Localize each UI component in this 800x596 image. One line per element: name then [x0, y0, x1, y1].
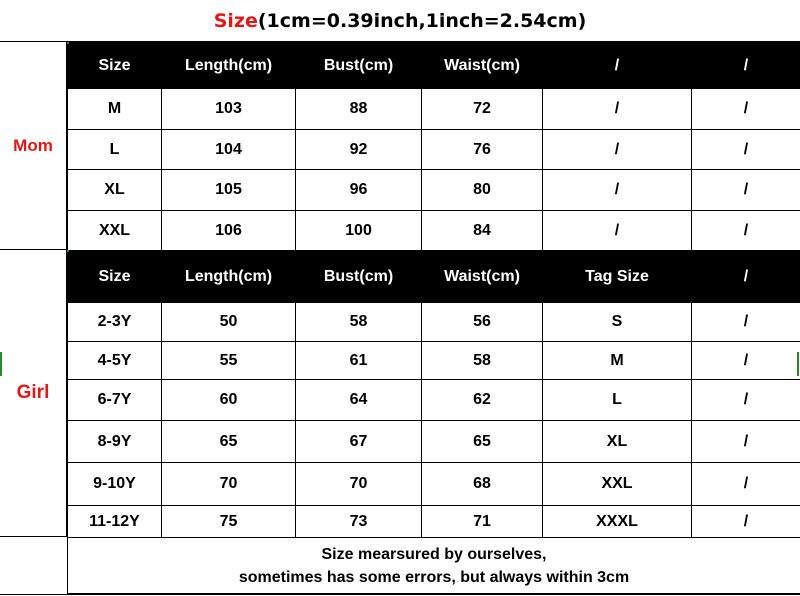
- table-cell: 62: [422, 380, 543, 421]
- table-cell: 4-5Y: [68, 342, 162, 380]
- table-cell: S: [543, 303, 692, 342]
- cell-marker: [67, 42, 69, 44]
- table-cell: 73: [296, 506, 422, 538]
- table-cell: 75: [162, 506, 296, 538]
- table-cell: L: [68, 130, 162, 170]
- table-cell: 9-10Y: [68, 463, 162, 506]
- table-row: [68, 130, 800, 170]
- table-cell: 65: [162, 421, 296, 463]
- header-cell: Bust(cm): [296, 43, 422, 89]
- table-cell: /: [692, 211, 800, 251]
- table-row: [68, 380, 800, 421]
- header-cell: /: [692, 43, 800, 89]
- table-row: [68, 342, 800, 380]
- table-cell: /: [692, 130, 800, 170]
- cell-marker: [67, 250, 69, 252]
- table-cell: 71: [422, 506, 543, 538]
- table-cell: /: [543, 170, 692, 211]
- note-line-2: sometimes has some errors, but always within 3cm: [238, 568, 630, 586]
- header-cell: Size: [68, 251, 162, 303]
- table-cell: 64: [296, 380, 422, 421]
- table-row: [68, 506, 800, 538]
- table-cell: 65: [422, 421, 543, 463]
- table-cell: 70: [296, 463, 422, 506]
- table-cell: 56: [422, 303, 543, 342]
- note-line-1: Size mearsured by ourselves,: [321, 545, 547, 563]
- cell-marker: [0, 352, 2, 376]
- table-cell: 106: [162, 211, 296, 251]
- girl-size-table: [67, 250, 800, 538]
- table-cell: L: [543, 380, 692, 421]
- table-cell: /: [692, 303, 800, 342]
- header-cell: Length(cm): [162, 43, 296, 89]
- header-cell: /: [543, 43, 692, 89]
- table-cell: 2-3Y: [68, 303, 162, 342]
- section-label-girl-text: Girl: [16, 382, 50, 403]
- title-conversion: (1cm=0.39inch,1inch=2.54cm): [257, 9, 587, 32]
- header-cell: Length(cm): [162, 251, 296, 303]
- table-cell: XL: [543, 421, 692, 463]
- table-cell: 80: [422, 170, 543, 211]
- table-cell: 61: [296, 342, 422, 380]
- table-header-row: [68, 43, 800, 89]
- table-header-row: [68, 251, 800, 303]
- table-cell: /: [543, 130, 692, 170]
- header-cell: Waist(cm): [422, 251, 543, 303]
- table-cell: 55: [162, 342, 296, 380]
- table-cell: 103: [162, 89, 296, 130]
- table-cell: /: [543, 89, 692, 130]
- table-cell: 50: [162, 303, 296, 342]
- section-label-girl: [0, 250, 67, 537]
- chart-title: [0, 0, 800, 42]
- table-row: [68, 211, 800, 251]
- table-row: [68, 89, 800, 130]
- mom-size-table: [67, 42, 800, 251]
- header-cell: /: [692, 251, 800, 303]
- table-row: [68, 463, 800, 506]
- measurement-note: [67, 537, 800, 594]
- table-row: [68, 303, 800, 342]
- table-cell: 60: [162, 380, 296, 421]
- table-cell: 58: [422, 342, 543, 380]
- table-cell: 88: [296, 89, 422, 130]
- title-size-word: Size: [213, 9, 258, 32]
- header-cell: Waist(cm): [422, 43, 543, 89]
- table-cell: XXL: [543, 463, 692, 506]
- table-cell: /: [692, 421, 800, 463]
- table-cell: 104: [162, 130, 296, 170]
- table-row: [68, 170, 800, 211]
- table-cell: 76: [422, 130, 543, 170]
- table-cell: 72: [422, 89, 543, 130]
- table-cell: 11-12Y: [68, 506, 162, 538]
- table-cell: 58: [296, 303, 422, 342]
- table-cell: /: [543, 211, 692, 251]
- table-cell: 84: [422, 211, 543, 251]
- table-cell: /: [692, 170, 800, 211]
- table-cell: M: [68, 89, 162, 130]
- table-cell: /: [692, 89, 800, 130]
- cell-marker: [797, 352, 799, 376]
- table-cell: 105: [162, 170, 296, 211]
- table-cell: /: [692, 342, 800, 380]
- table-cell: 67: [296, 421, 422, 463]
- table-cell: XL: [68, 170, 162, 211]
- table-cell: 6-7Y: [68, 380, 162, 421]
- bottom-border: [0, 594, 800, 595]
- table-cell: 8-9Y: [68, 421, 162, 463]
- table-cell: /: [692, 463, 800, 506]
- table-cell: M: [543, 342, 692, 380]
- table-cell: 92: [296, 130, 422, 170]
- header-cell: Bust(cm): [296, 251, 422, 303]
- table-cell: 68: [422, 463, 543, 506]
- table-cell: /: [692, 380, 800, 421]
- section-label-mom-text: Mom: [13, 135, 53, 155]
- table-row: [68, 421, 800, 463]
- table-cell: XXL: [68, 211, 162, 251]
- table-cell: 70: [162, 463, 296, 506]
- table-cell: XXXL: [543, 506, 692, 538]
- header-cell: Tag Size: [543, 251, 692, 303]
- table-cell: /: [692, 506, 800, 538]
- section-label-mom: [0, 42, 67, 250]
- header-cell: Size: [68, 43, 162, 89]
- table-cell: 100: [296, 211, 422, 251]
- table-cell: 96: [296, 170, 422, 211]
